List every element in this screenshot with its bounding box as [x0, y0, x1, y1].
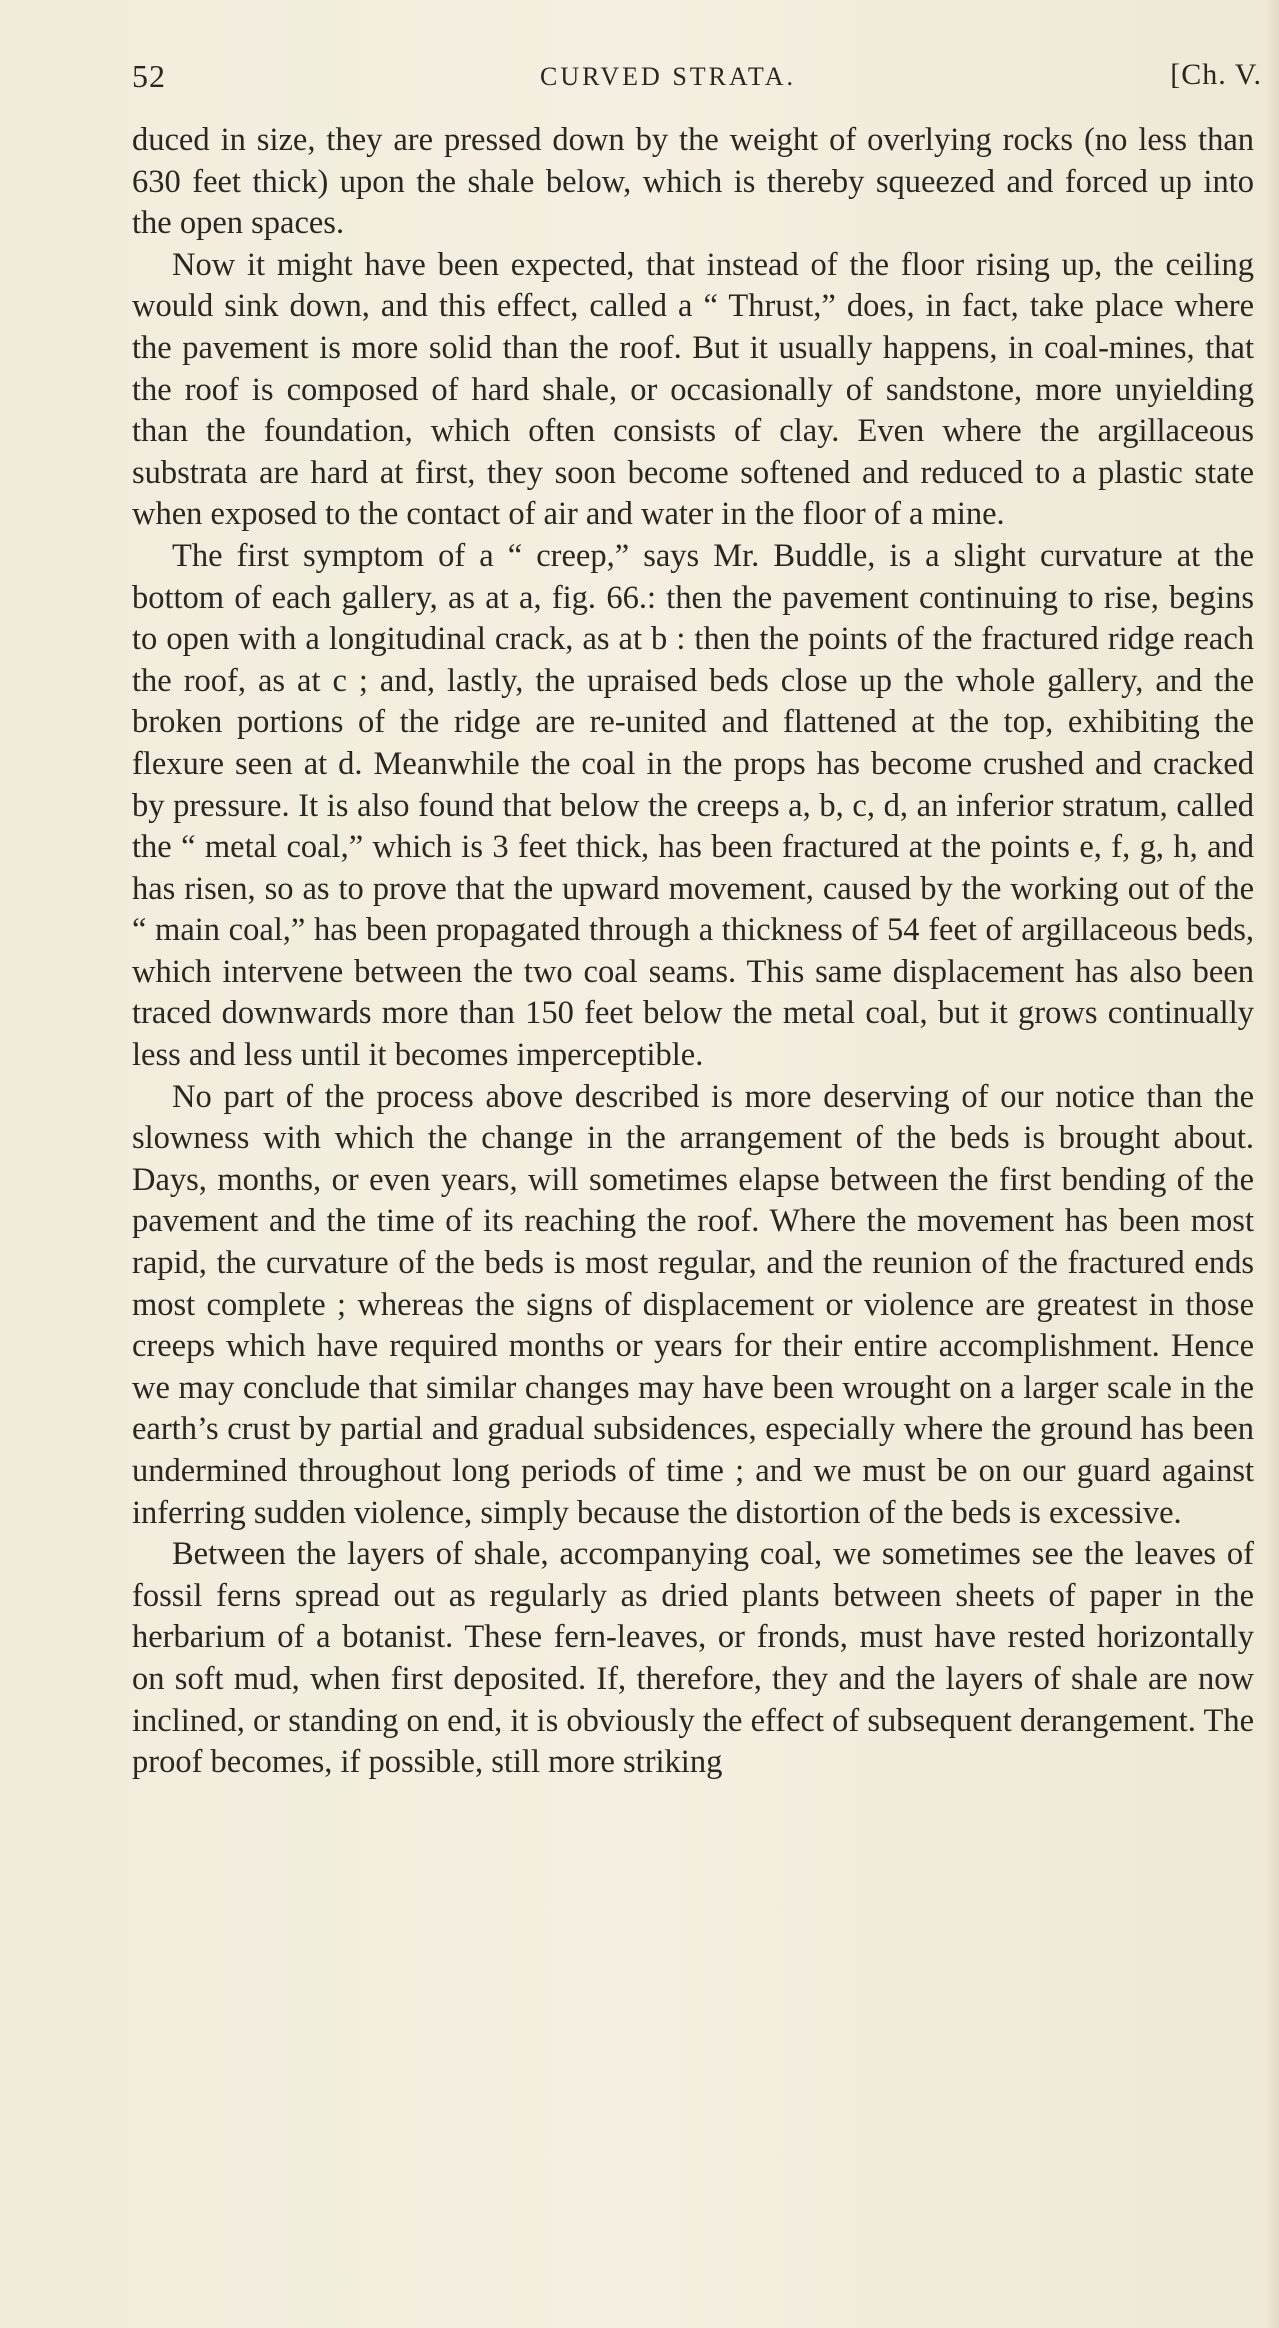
paragraph-creep: The first symptom of a “ creep,” says Mr. Buddle, is a slight curvature at the bottom of each gallery, as at a, fig. 66.: then the pavement continuing to rise, begins to open with a longitudinal crack, as at b : then the points of the fractured ridge reach the roof, as at c ; and, lastly, the upraised beds close up the whole gallery, and the broken portions of the ridge are re-united and flattened at the top, exhibiting the flexure seen at d. Meanwhile the coal in the props has become crushed and cracked by pressure. It is also found that below the creeps a, b, c, d, an inferior stratum, called the “ metal coal,” which is 3 feet thick, has been fractured at the points e, f, g, h, and has risen, so as to prove that the upward movement, caused by the working out of the “ main coal,” has been propagated through a thickness of 54 feet of argillaceous beds, which intervene between the two coal seams. This same displacement has also been traced downwards more than 150 feet below the metal coal, but it grows continually less and less until it becomes imperceptible. [132, 537, 1254, 1074]
paragraph-fossil-ferns: Between the layers of shale, accompanying coal, we sometimes see the leaves of fossil ferns spread out as regularly as dried plants between sheets of paper in the herbarium of a botanist. These fern-leaves, or fronds, must have rested horizontally on soft mud, when first deposited. If, therefore, they and the layers of shale are now inclined, or standing on end, it is obviously the effect of subsequent derangement. The proof becomes, if possible, still more striking [132, 1536, 1254, 1781]
page-header [132, 58, 1262, 108]
page-number: 52 [132, 58, 166, 94]
paragraph-slowness: No part of the process above described is more deserving of our notice than the slowness with which the change in the arrangement of the beds is brought about. Days, months, or even years, will sometimes elapse between the first bending of the pavement and the time of its reaching the roof. Where the movement has been most rapid, the curvature of the beds is most regular, and the reunion of the fractured ends most complete ; whereas the signs of displacement or violence are greatest in those creeps which have required months or years for their entire accomplishment. Hence we may conclude that similar changes may have been wrought on a larger scale in the earth’s crust by partial and gradual subsidences, especially where the ground has been undermined throughout long periods of time ; and we must be on our guard against inferring sudden violence, simply because the distortion of the beds is excessive. [132, 1078, 1254, 1531]
paragraph-continued: duced in size, they are pressed down by the weight of overlying rocks (no less than 630 feet thick) upon the shale below, which is thereby squeezed and forced up into the open spaces. [132, 122, 1254, 242]
page-edge-shadow [1265, 0, 1279, 2328]
chapter-reference: [Ch. V. [1170, 58, 1262, 91]
paragraph-thrust: Now it might have been expected, that instead of the floor rising up, the ceiling would sink down, and this effect, called a “ Thrust,” does, in fact, take place where the pavement is more solid than the roof. But it usually happens, in coal-mines, that the roof is composed of hard shale, or occasionally of sandstone, more unyielding than the foundation, which often consists of clay. Even where the argillaceous substrata are hard at first, they soon become softened and reduced to a plastic state when exposed to the contact of air and water in the floor of a mine. [132, 246, 1254, 533]
running-title: CURVED STRATA. [540, 62, 796, 91]
body-text [132, 120, 1254, 1784]
